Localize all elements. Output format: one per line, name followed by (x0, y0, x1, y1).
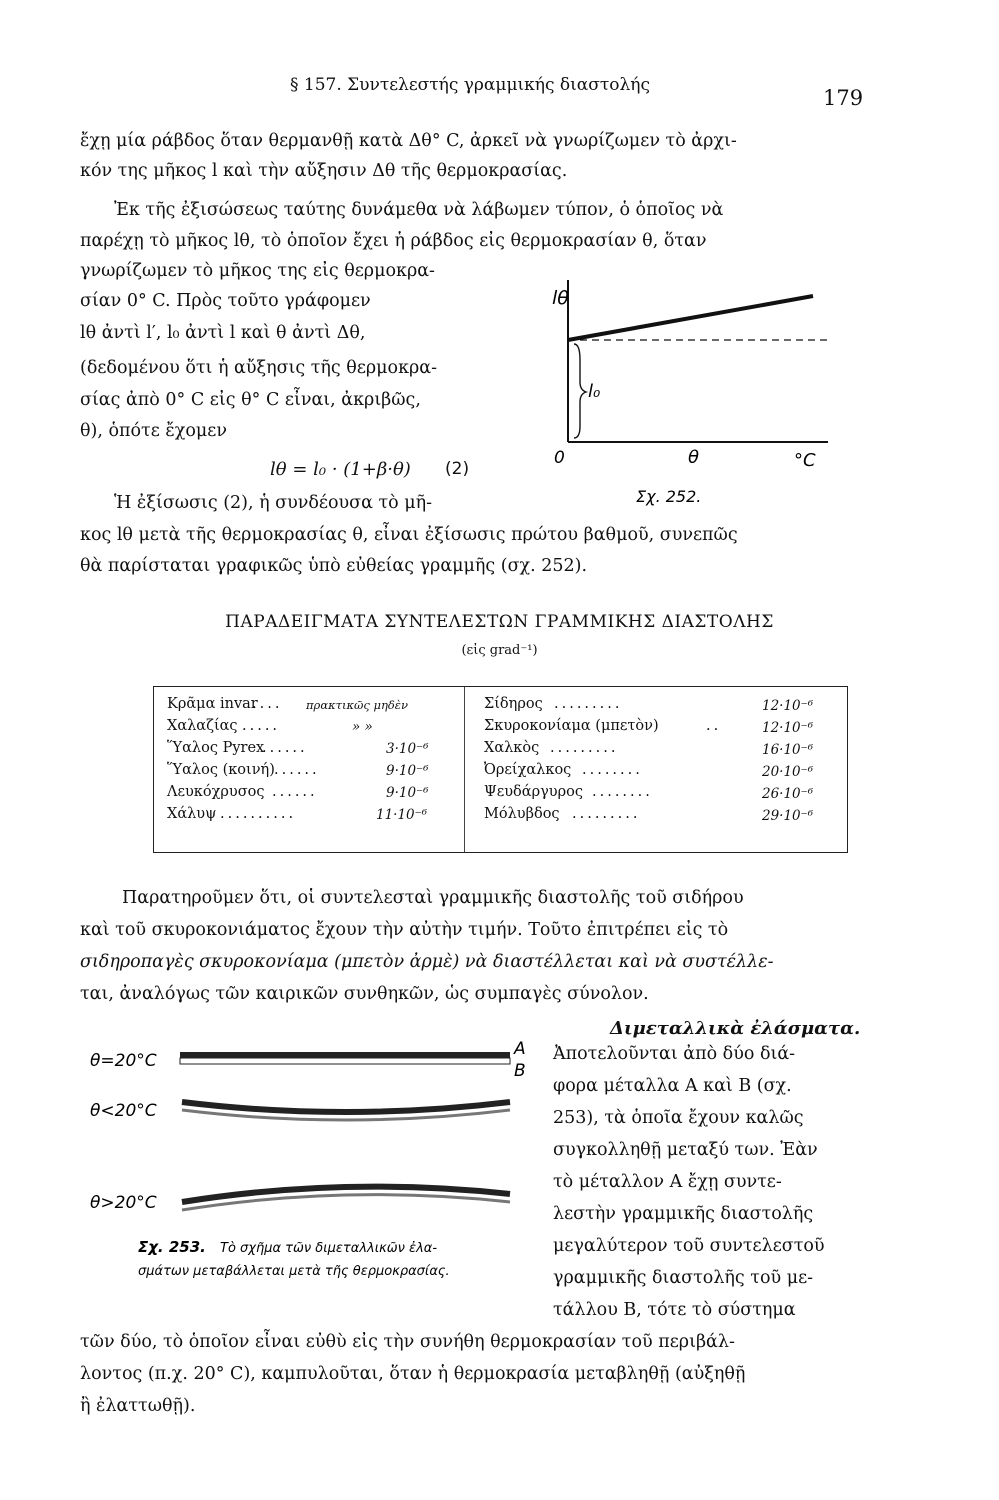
text-line: (δεδομένου ὅτι ἡ αὔξησις τῆς θερμοκρα- (80, 358, 438, 378)
text-line: μεγαλύτερον τοῦ συντελεστοῦ (553, 1236, 825, 1256)
text-line: συγκολληθῇ μεταξύ των. Ἐὰν (553, 1140, 818, 1160)
text-line: Ἡ ἐξίσωσις (2), ἡ συνδέουσα τὸ μῆ- (114, 493, 433, 513)
figure-caption-text: σμάτων μεταβάλλεται μετὰ τῆς θερμοκρασίας. (138, 1264, 450, 1279)
metal-b-label: B (514, 1061, 526, 1081)
figure-253 (80, 1030, 540, 1290)
text-line: ἢ ἐλαττωθῇ). (80, 1396, 196, 1416)
origin-label: 0 (554, 448, 565, 468)
table-cell-name: Ψευδάργυρος (484, 784, 583, 800)
table-cell-value: 11·10⁻⁶ (376, 807, 428, 823)
temp-label-higher: θ>20°C (90, 1193, 157, 1213)
text-line: παρέχῃ τὸ μῆκος lθ, τὸ ὁποῖον ἔχει ἡ ράβδος εἰς θερμοκρασίαν θ, ὅταν (80, 231, 707, 251)
text-line: ἔχῃ μία ράβδος ὅταν θερμανθῇ κατὰ Δθ° C, ἀρκεῖ νὰ γνωρίζωμεν τὸ ἀρχι- (80, 131, 737, 151)
equation-number: (2) (445, 459, 470, 479)
text-line: κόν της μῆκος l καὶ τὴν αὔξησιν Δθ τῆς θερμοκρασίας. (80, 161, 568, 181)
table-cell-dots: ...... (262, 740, 308, 756)
text-line: σίας ἀπὸ 0° C εἰς θ° C εἶναι, ἀκριβῶς, (80, 390, 421, 410)
table-title: ΠΑΡΑΔΕΙΓΜΑΤΑ ΣΥΝΤΕΛΕΣΤΩΝ ΓΡΑΜΜΙΚΗΣ ΔΙΑΣΤΟΛΗΣ (225, 612, 774, 632)
table-cell-value: 26·10⁻⁶ (762, 786, 814, 802)
table-cell-dots: .......... (220, 806, 297, 822)
table-cell-value: 20·10⁻⁶ (762, 764, 814, 780)
figure-caption-text: Τὸ σχῆμα τῶν διμεταλλικῶν ἐλα- (220, 1241, 438, 1256)
text-line: σιδηροπαγὲς σκυροκονίαμα (μπετὸν ἀρμὲ) νὰ διαστέλλεται καὶ νὰ συστέλλε- (80, 952, 774, 972)
strip-a-straight (180, 1052, 510, 1058)
text-line: λοντος (π.χ. 20° C), καμπυλοῦται, ὅταν ἡ θερμοκρασία μεταβληθῇ (αὐξηθῇ (80, 1364, 746, 1384)
table-cell-dots: ..... (242, 718, 281, 734)
column-divider (464, 687, 465, 852)
text-line: Παρατηροῦμεν ὅτι, οἱ συντελεσταὶ γραμμικῆς διαστολῆς τοῦ σιδήρου (122, 888, 744, 908)
text-line: καὶ τοῦ σκυροκονιάματος ἔχουν τὴν αὐτὴν τιμήν. Τοῦτο ἐπιτρέπει εἰς τὸ (80, 920, 729, 940)
length-bracket (574, 344, 586, 438)
equation-formula: lθ = l₀ · (1+β·θ) (270, 459, 411, 480)
figure-252 (548, 270, 838, 510)
table-cell-name: Λευκόχρυσος (167, 784, 265, 800)
temp-label-equal: θ=20°C (90, 1051, 157, 1071)
table-cell-name: Κρᾶμα invar (167, 696, 258, 712)
text-line: lθ ἀντὶ l′, l₀ ἀντὶ l καὶ θ ἀντὶ Δθ, (80, 323, 366, 343)
table-cell-value: 12·10⁻⁶ (762, 698, 814, 714)
page-number: 179 (823, 86, 864, 110)
table-cell-value: πρακτικῶς μηδὲν (306, 698, 408, 712)
running-header: § 157. Συντελεστής γραμμικής διαστολής (290, 75, 650, 95)
bracket-label: l₀ (588, 381, 601, 402)
table-cell-dots: ........ (592, 784, 653, 800)
table-cell-dots: .. (706, 718, 722, 734)
coefficient-table (153, 686, 848, 853)
table-cell-name: Ὀρείχαλκος (484, 762, 572, 778)
table-cell-value: 29·10⁻⁶ (762, 808, 814, 824)
strip-b-straight (180, 1058, 510, 1064)
table-subtitle: (εἰς grad⁻¹) (461, 643, 538, 658)
text-line: τάλλου B, τότε τὸ σύστημα (553, 1300, 796, 1320)
figure-caption-number: Σχ. 253. (138, 1238, 206, 1256)
text-line: θ), ὁπότε ἔχομεν (80, 421, 227, 441)
table-cell-dots: ......... (554, 696, 623, 712)
table-cell-value: 9·10⁻⁶ (386, 763, 429, 779)
text-line: γνωρίζωμεν τὸ μῆκος της εἰς θερμοκρα- (80, 261, 435, 281)
text-line: Ἐκ τῆς ἐξισώσεως ταύτης δυνάμεθα νὰ λάβωμεν τύπον, ὁ ὁποῖος νὰ (114, 200, 724, 220)
text-line: θὰ παρίσταται γραφικῶς ὑπὸ εὐθείας γραμμῆς (σχ. 252). (80, 556, 588, 576)
table-cell-name: Μόλυβδος (484, 806, 560, 822)
text-line: γραμμικῆς διαστολῆς τοῦ με- (553, 1268, 814, 1288)
section-heading: Διμεταλλικὰ ἐλάσματα. (610, 1018, 861, 1039)
table-cell-name: Σκυροκονίαμα (μπετὸν) (484, 718, 659, 734)
table-cell-name: Χάλυψ (167, 806, 217, 822)
text-line: 253), τὰ ὁποῖα ἔχουν καλῶς (553, 1108, 804, 1128)
table-cell-value: 9·10⁻⁶ (386, 785, 429, 801)
text-line: φορα μέταλλα A καὶ B (σχ. (553, 1076, 792, 1096)
table-cell-dots: ...... (274, 762, 320, 778)
text-line: ται, ἀναλόγως τῶν καιρικῶν συνθηκῶν, ὡς συμπαγὲς σύνολον. (80, 984, 649, 1004)
strip-a-bent-cold (182, 1102, 510, 1112)
table-cell-name: Σίδηρος (484, 696, 543, 712)
table-cell-name: Χαλκὸς (484, 740, 540, 756)
table-cell-dots: ........ (582, 762, 643, 778)
unit-label: °C (794, 450, 816, 471)
x-label: θ (688, 447, 700, 468)
figure-caption: Σχ. 252. (636, 487, 702, 506)
y-label: lθ (552, 287, 569, 309)
table-cell-dots: .... (252, 696, 283, 712)
table-cell-value: 16·10⁻⁶ (762, 742, 814, 758)
table-cell-name: Ὕαλος Pyrex (167, 740, 265, 756)
table-cell-value: » » (352, 719, 373, 735)
text-line: τὸ μέταλλον A ἔχῃ συντε- (553, 1172, 782, 1192)
table-cell-dots: ...... (272, 784, 318, 800)
table-cell-value: 3·10⁻⁶ (386, 741, 429, 757)
text-line: κος lθ μετὰ τῆς θερμοκρασίας θ, εἶναι ἐξίσωσις πρώτου βαθμοῦ, συνεπῶς (80, 525, 738, 545)
length-line (568, 296, 813, 340)
temp-label-lower: θ<20°C (90, 1101, 157, 1121)
text-line: τῶν δύο, τὸ ὁποῖον εἶναι εὐθὺ εἰς τὴν συνήθη θερμοκρασίαν τοῦ περιβάλ- (80, 1332, 735, 1352)
table-cell-value: 12·10⁻⁶ (762, 720, 814, 736)
table-cell-dots: ......... (572, 806, 641, 822)
text-line: Ἀποτελοῦνται ἀπὸ δύο διά- (553, 1044, 796, 1064)
text-line: λεστὴν γραμμικῆς διαστολῆς (553, 1204, 814, 1224)
table-cell-name: Χαλαζίας (167, 718, 238, 734)
text-line: σίαν 0° C. Πρὸς τοῦτο γράφομεν (80, 291, 371, 311)
table-cell-name: Ὕαλος (κοινή) (167, 762, 275, 778)
table-cell-dots: ......... (550, 740, 619, 756)
metal-a-label: A (514, 1039, 526, 1059)
